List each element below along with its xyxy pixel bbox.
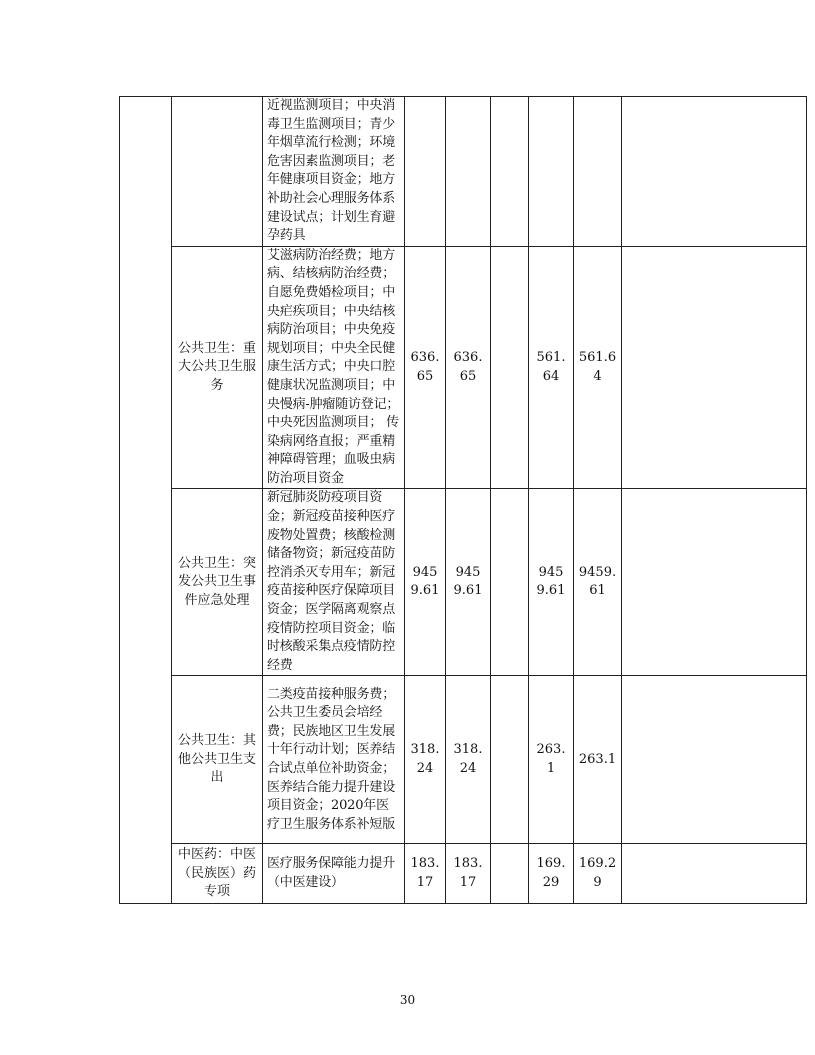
description-cell: 新冠肺炎防疫项目资金；新冠疫苗接种医疗废物处置费；核酸检测储备物资；新冠疫苗防控消杀灭专用车；新冠疫苗接种医疗保障项目资金；医学隔离观察点疫情防控项目资金；临时核酸采集点疫情防控经费: [263, 489, 405, 676]
value-cell: [405, 97, 446, 247]
description-cell: 二类疫苗接种服务费；公共卫生委员会培经费；民族地区卫生发展十年行动计划；医养结合试点单位补助资金；医养结合能力提升建设项目资金；2020年医疗卫生服务体系补短版: [263, 676, 405, 844]
value-cell: [622, 489, 807, 676]
value-cell: [622, 844, 807, 904]
budget-table: [119, 96, 807, 904]
value-cell: 561.64: [529, 246, 574, 489]
table-row: [120, 844, 807, 904]
value-cell: [491, 97, 529, 247]
value-cell: [622, 97, 807, 247]
table-row: [120, 676, 807, 844]
value-cell: 169.29: [529, 844, 574, 904]
value-cell: 9459.61: [405, 489, 446, 676]
page-number: 30: [399, 993, 416, 1007]
value-cell: [491, 844, 529, 904]
value-cell: 636.65: [446, 246, 491, 489]
description-cell: 艾滋病防治经费；地方病、结核病防治经费；自愿免费婚检项目；中央疟疾项目；中央结核病防治项目；中央免疫规划项目；中央全民健康生活方式；中央口腔健康状况监测项目；中央慢病-肿瘤随访登记； 中央死因监测项目； 传染病网络直报；严重精神障碍管理；血吸虫病防治项目资金: [263, 246, 405, 489]
value-cell: [491, 246, 529, 489]
value-cell: 9459.61: [574, 489, 622, 676]
category-cell: 公共卫生：其他公共卫生支出: [172, 676, 263, 844]
value-cell: [622, 676, 807, 844]
value-cell: 263.1: [574, 676, 622, 844]
value-cell: 263.1: [529, 676, 574, 844]
value-cell: 561.64: [574, 246, 622, 489]
value-cell: 318.24: [405, 676, 446, 844]
value-cell: 318.24: [446, 676, 491, 844]
value-cell: [491, 489, 529, 676]
category-cell: 中医药：中医（民族医）药专项: [172, 844, 263, 904]
description-cell: 近视监测项目；中央消毒卫生监测项目；青少年烟草流行检测；环境危害因素监测项目；老年健康项目资金；地方补助社会心理服务体系建设试点；计划生育避孕药具: [263, 97, 405, 247]
value-cell: 9459.61: [446, 489, 491, 676]
value-cell: 183.17: [446, 844, 491, 904]
value-cell: 636.65: [405, 246, 446, 489]
category-cell: 公共卫生：突发公共卫生事件应急处理: [172, 489, 263, 676]
description-cell: 医疗服务保障能力提升（中医建设）: [263, 844, 405, 904]
category-cell: [172, 97, 263, 247]
merged-blank-cell: [120, 97, 172, 904]
value-cell: [622, 246, 807, 489]
table-row: [120, 246, 807, 489]
value-cell: [529, 97, 574, 247]
table-row: [120, 97, 807, 247]
value-cell: 169.29: [574, 844, 622, 904]
category-cell: 公共卫生：重大公共卫生服务: [172, 246, 263, 489]
value-cell: [491, 676, 529, 844]
value-cell: 9459.61: [529, 489, 574, 676]
value-cell: [574, 97, 622, 247]
value-cell: [446, 97, 491, 247]
value-cell: 183.17: [405, 844, 446, 904]
table-row: [120, 489, 807, 676]
